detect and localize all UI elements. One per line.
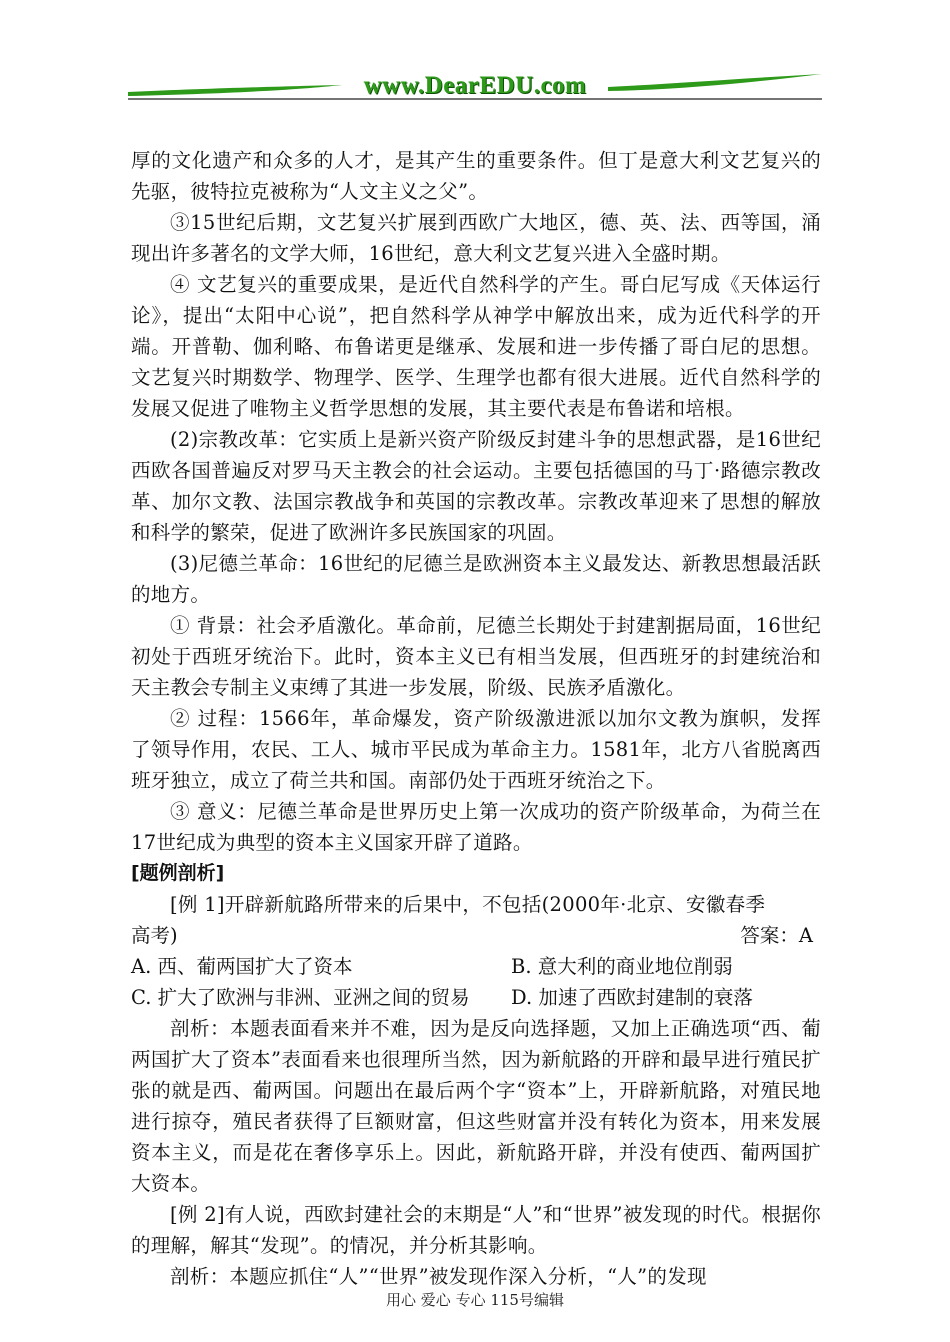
option-a: A. 西、葡两国扩大了资本 [131, 955, 353, 978]
example1-answer-line [131, 920, 821, 951]
option-c: C. 扩大了欧洲与非洲、亚洲之间的贸易 [131, 986, 470, 1009]
example2-question: [例 2]有人说，西欧封建社会的末期是“人”和“世界”被发现的时代。根据你的理解，解其“发现”。的情况，并分析其影响。 [131, 1203, 821, 1257]
example1-question-tail: 高考) [131, 924, 178, 947]
document-body [131, 145, 821, 1292]
paragraph-process: ② 过程：1566年，革命爆发，资产阶级激进派以加尔文教为旗帜，发挥了领导作用，农民、工人、城市平民成为革命主力。1581年，北方八省脱离西班牙独立，成立了荷兰共和国。南部仍处于西班牙统治之下。 [131, 707, 821, 792]
page-footer: 用心 爱心 专心 115号编辑 [386, 1291, 564, 1309]
paragraph-background: ① 背景：社会矛盾激化。革命前，尼德兰长期处于封建割据局面，16世纪初处于西班牙统治下。此时，资本主义已有相当发展，但西班牙的封建统治和天主教会专制主义束缚了其进一步发展，阶级、民族矛盾激化。 [131, 614, 821, 699]
example1-question: [例 1]开辟新航路所带来的后果中，不包括(2000年·北京、安徽春季 [170, 893, 766, 916]
site-url: www.DearEDU.com [363, 72, 587, 99]
option-b: B. 意大利的商业地位削弱 [511, 955, 733, 978]
example2-analysis: 剖析：本题应抓住“人”“世界”被发现作深入分析，“人”的发现 [170, 1265, 707, 1288]
paragraph-renaissance-spread: ③15世纪后期，文艺复兴扩展到西欧广大地区，德、英、法、西等国，涌现出许多著名的文学大师，16世纪，意大利文艺复兴进入全盛时期。 [131, 211, 821, 265]
site-header [128, 66, 822, 106]
paragraph-intro: 厚的文化遗产和众多的人才，是其产生的重要条件。但丁是意大利文艺复兴的先驱，彼特拉克被称为“人文主义之父”。 [131, 149, 821, 203]
example1-answer: 答案：A [740, 924, 813, 947]
example1-options [131, 951, 821, 1013]
section-heading: [题例剖析] [131, 862, 225, 884]
paragraph-renaissance-science: ④ 文艺复兴的重要成果，是近代自然科学的产生。哥白尼写成《天体运行论》，提出“太阳中心说”，把自然科学从神学中解放出来，成为近代科学的开端。开普勒、伽利略、布鲁诺更是继承、发展和进一步传播了哥白尼的思想。文艺复兴时期数学、物理学、医学、生理学也都有很大进展。近代自然科学的发展又促进了唯物主义哲学思想的发展，其主要代表是布鲁诺和培根。 [131, 273, 821, 420]
example1-analysis: 剖析：本题表面看来并不难，因为是反向选择题，又加上正确选项“西、葡两国扩大了资本”表面看来也很理所当然，因为新航路的开辟和最早进行殖民扩张的就是西、葡两国。问题出在最后两个字“资本”上，开辟新航路，对殖民地进行掠夺，殖民者获得了巨额财富，但这些财富并没有转化为资本，用来发展资本主义，而是花在奢侈享乐上。因此，新航路开辟，并没有使西、葡两国扩大资本。 [131, 1017, 821, 1195]
paragraph-reformation: (2)宗教改革：它实质上是新兴资产阶级反封建斗争的思想武器，是16世纪西欧各国普遍反对罗马天主教会的社会运动。主要包括德国的马丁·路德宗教改革、加尔文教、法国宗教战争和英国的宗教改革。宗教改革迎来了思想的解放和科学的繁荣，促进了欧洲许多民族国家的巩固。 [131, 428, 821, 544]
paragraph-significance: ③ 意义：尼德兰革命是世界历史上第一次成功的资产阶级革命，为荷兰在17世纪成为典型的资本主义国家开辟了道路。 [131, 800, 821, 854]
paragraph-netherlands: (3)尼德兰革命：16世纪的尼德兰是欧洲资本主义最发达、新教思想最活跃的地方。 [131, 552, 821, 606]
option-d: D. 加速了西欧封建制的衰落 [511, 986, 753, 1009]
